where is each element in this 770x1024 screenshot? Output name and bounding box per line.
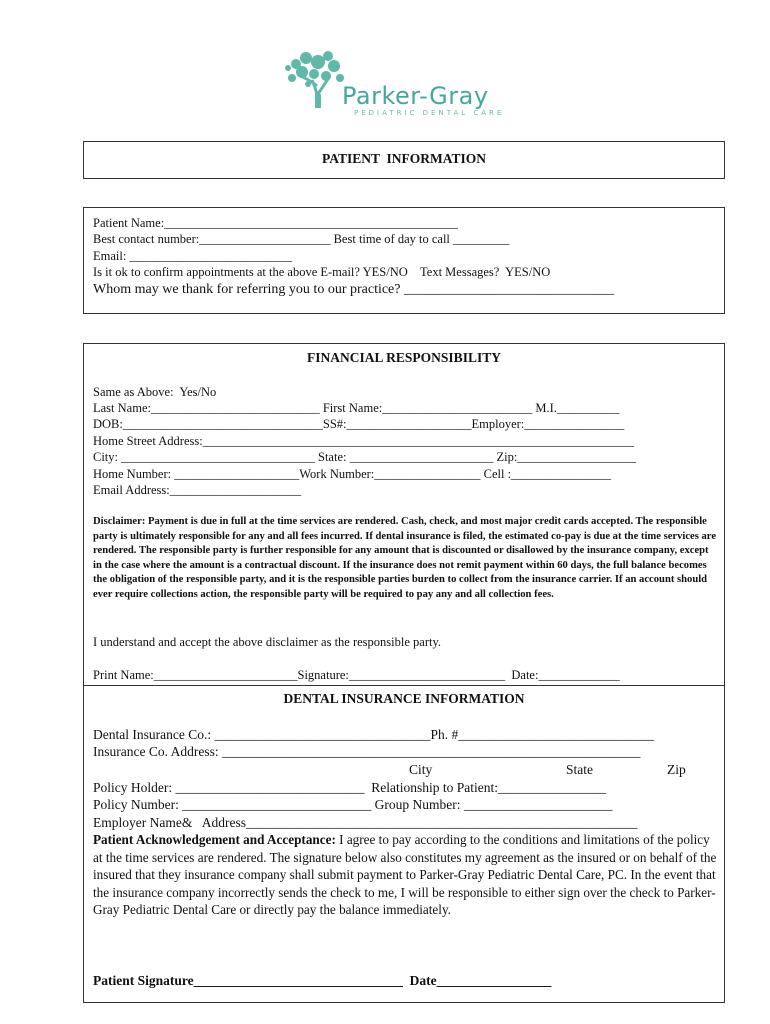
state-label: State — [566, 762, 593, 777]
city-label: City — [409, 762, 433, 777]
employer-field[interactable]: Employer Name& Address__________________________________________________________ — [93, 815, 638, 830]
policy-number-field[interactable]: Policy Number: ____________________________ Group Number: ______________________ — [93, 797, 613, 812]
patient-info-title-box — [83, 141, 725, 179]
city-state-zip-field[interactable]: City: _______________________________ State: _______________________ Zip:___________________ — [93, 450, 637, 464]
patient-info-title: PATIENT INFORMATION — [321, 151, 486, 166]
logo-brand: Parker-Gray — [342, 82, 489, 110]
insurance-company-field[interactable]: Dental Insurance Co.: ________________________________Ph. #_____________________________ — [93, 727, 654, 742]
dob-field[interactable]: DOB:________________________________SS#:____________________Employer:________________ — [93, 417, 625, 431]
phone-numbers-field[interactable]: Home Number: ____________________Work Number:_________________ Cell :________________ — [93, 467, 612, 481]
email-address-field[interactable]: Email Address:_____________________ — [93, 483, 301, 497]
financial-title: FINANCIAL RESPONSIBILITY — [307, 350, 501, 365]
insurance-title: DENTAL INSURANCE INFORMATION — [283, 691, 525, 706]
home-address-field[interactable]: Home Street Address:_____________________________________________________________________ — [93, 434, 634, 448]
patient-info-section — [83, 207, 725, 314]
acknowledgement-label: Patient Acknowledgement and Acceptance: — [93, 832, 336, 847]
last-name-field[interactable]: Last Name:___________________________ First Name:________________________ M.I.__________ — [93, 401, 620, 415]
policy-holder-field[interactable]: Policy Holder: ____________________________ Relationship to Patient:________________ — [93, 780, 606, 795]
print-name-signature-field[interactable]: Print Name:_______________________Signature:_________________________ Date:_____________ — [93, 668, 620, 682]
patient-name-field[interactable]: Patient Name:_______________________________________________ — [93, 216, 458, 230]
acknowledgement-text — [93, 831, 717, 919]
logo-tagline: PEDIATRIC DENTAL CARE — [354, 109, 505, 117]
zip-label: Zip — [667, 762, 686, 777]
insurance-section — [83, 685, 725, 1003]
confirm-appointments-field[interactable]: Is it ok to confirm appointments at the above E-mail? YES/NO Text Messages? YES/NO — [93, 265, 551, 279]
insurance-address-field[interactable]: Insurance Co. Address: ______________________________________________________________ — [93, 744, 641, 759]
financial-section — [83, 343, 725, 688]
acknowledgement-body: I agree to pay according to the conditions and limitations of the policy at the time services are rendered. The signature below also constitutes my agreement as the insured or on behalf of the insured that they insurance company shall submit payment to Parker-Gray Pediatric Dental Care, PC. In the event that the insurance company incorrectly sends the check to me, I will be responsible to either sign over the check to Parker-Gray Pediatric Dental Care or directly pay the balance immediately. — [93, 832, 717, 917]
logo — [282, 50, 522, 120]
email-field[interactable]: Email: __________________________ — [93, 249, 292, 263]
accept-statement: I understand and accept the above disclaimer as the responsible party. — [93, 635, 442, 649]
disclaimer-text: Disclaimer: Payment is due in full at the time services are rendered. Cash, check, and most major credit cards accepted. The responsible party is ultimately responsible for any and all fees incurred. If dental insurance is filed, the estimated co-pay is due at the time services are rendered. The responsible party is further responsible for any amount that is discounted or disallowed by the insurance company, except in the case where the amount is a contractual discount. If the insurance does not remit payment within 60 days, the full balance becomes the obligation of the responsible party, and it is the responsible parties burden to collect from the insurance carrier. If an account should ever require collections action, the responsible party will be required to pay any and all collection fees. — [93, 516, 717, 600]
patient-signature-field[interactable]: Patient Signature_______________________________ Date_________________ — [93, 973, 552, 988]
contact-number-field[interactable]: Best contact number:_____________________ Best time of day to call _________ — [93, 232, 510, 246]
same-as-above-field[interactable]: Same as Above: Yes/No — [93, 385, 217, 399]
referral-field[interactable]: Whom may we thank for referring you to our practice? ______________________________ — [93, 282, 614, 297]
